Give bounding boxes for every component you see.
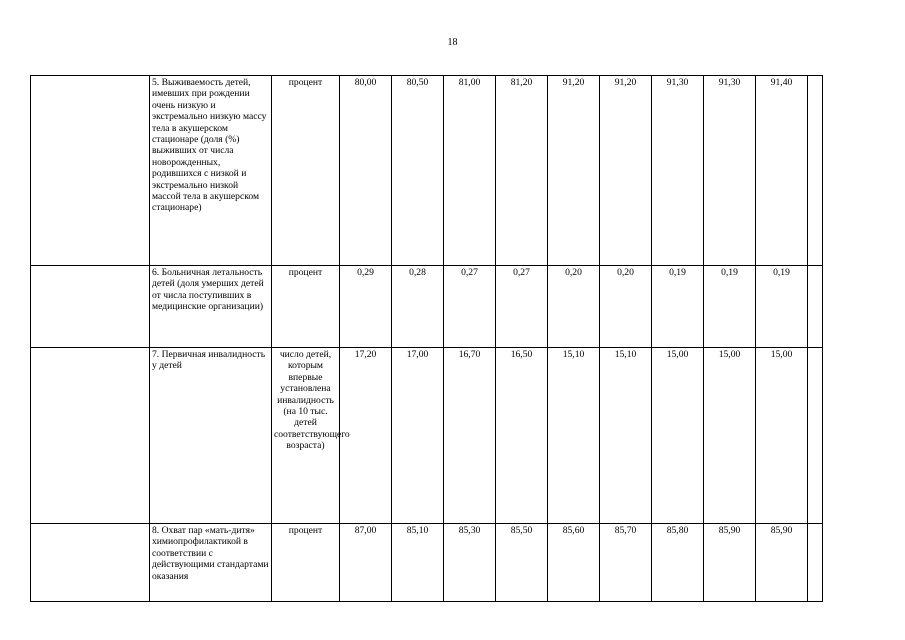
unit-cell: число детей, которым впервые установлена инвалидность (на 10 тыс. детей соответствующего возраста) — [272, 348, 340, 524]
page-number: 18 — [447, 37, 458, 48]
value-cell: 17,20 — [340, 348, 392, 524]
value-cell: 85,30 — [444, 524, 496, 602]
unit-cell: процент — [272, 266, 340, 348]
value-cell: 87,00 — [340, 524, 392, 602]
value-cell: 85,90 — [756, 524, 808, 602]
value-cell: 91,40 — [756, 76, 808, 266]
indicator-name-cell: 7. Первичная инвалидность у детей — [150, 348, 272, 524]
value-cell: 16,70 — [444, 348, 496, 524]
value-cell: 15,10 — [600, 348, 652, 524]
table-row — [31, 266, 823, 348]
indicators-table — [30, 75, 823, 602]
value-cell: 85,60 — [548, 524, 600, 602]
value-cell: 85,80 — [652, 524, 704, 602]
value-cell: 0,27 — [444, 266, 496, 348]
value-cell: 0,28 — [392, 266, 444, 348]
indicator-name-cell: 5. Выживаемость детей, имевших при рождении очень низкую и экстремально низкую массу тела в акушерском стационаре (доля (%) выживших от числа новорожденных, родившихся с низкой и экстремально низкой массой тела в акушерском стационаре) — [150, 76, 272, 266]
value-cell: 91,30 — [704, 76, 756, 266]
value-cell: 16,50 — [496, 348, 548, 524]
value-cell: 91,20 — [548, 76, 600, 266]
unit-cell: процент — [272, 76, 340, 266]
empty-cell — [808, 266, 823, 348]
value-cell: 15,00 — [704, 348, 756, 524]
value-cell: 0,19 — [704, 266, 756, 348]
unit-cell: процент — [272, 524, 340, 602]
value-cell: 15,10 — [548, 348, 600, 524]
value-cell: 80,00 — [340, 76, 392, 266]
value-cell: 0,19 — [756, 266, 808, 348]
row-number-cell — [31, 76, 150, 266]
indicator-name-cell: 6. Больничная летальность детей (доля умерших детей от числа поступивших в медицинские организации) — [150, 266, 272, 348]
value-cell: 91,30 — [652, 76, 704, 266]
value-cell: 85,90 — [704, 524, 756, 602]
value-cell: 80,50 — [392, 76, 444, 266]
table-row — [31, 524, 823, 602]
row-number-cell — [31, 266, 150, 348]
value-cell: 85,70 — [600, 524, 652, 602]
row-number-cell — [31, 524, 150, 602]
value-cell: 0,20 — [600, 266, 652, 348]
indicator-name-cell: 8. Охват пар «мать-дитя» химиопрофилактикой в соответствии с действующими стандартами оказания — [150, 524, 272, 602]
value-cell: 15,00 — [652, 348, 704, 524]
empty-cell — [808, 524, 823, 602]
empty-cell — [808, 348, 823, 524]
value-cell: 17,00 — [392, 348, 444, 524]
value-cell: 15,00 — [756, 348, 808, 524]
table-row — [31, 76, 823, 266]
value-cell: 81,00 — [444, 76, 496, 266]
value-cell: 0,20 — [548, 266, 600, 348]
empty-cell — [808, 76, 823, 266]
value-cell: 85,50 — [496, 524, 548, 602]
table-row — [31, 348, 823, 524]
value-cell: 0,27 — [496, 266, 548, 348]
value-cell: 0,29 — [340, 266, 392, 348]
value-cell: 91,20 — [600, 76, 652, 266]
value-cell: 0,19 — [652, 266, 704, 348]
row-number-cell — [31, 348, 150, 524]
value-cell: 85,10 — [392, 524, 444, 602]
value-cell: 81,20 — [496, 76, 548, 266]
